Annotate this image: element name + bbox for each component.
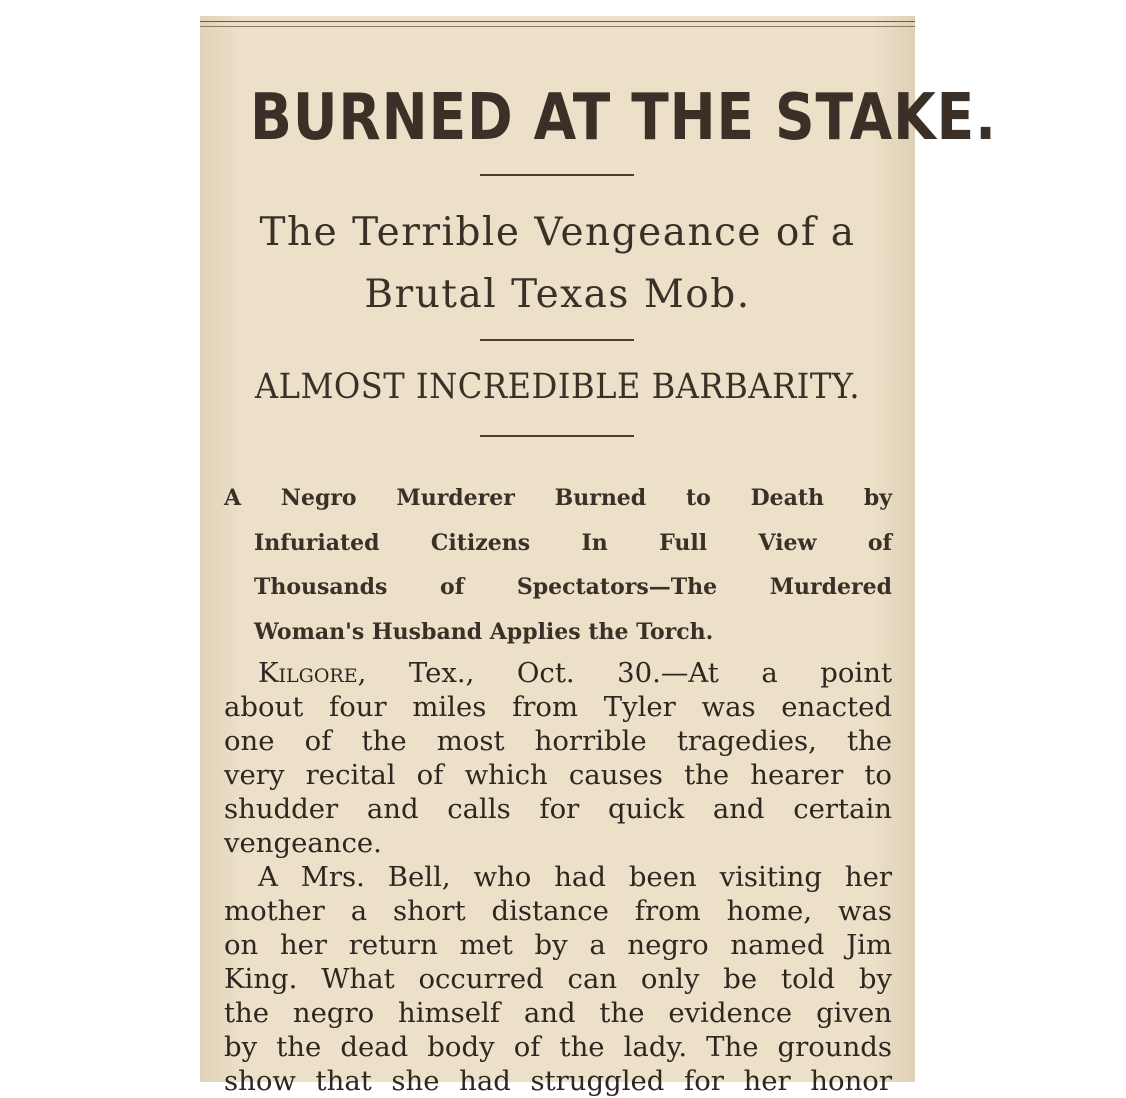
divider-rule [480, 174, 634, 176]
body-line: by the dead body of the lady. The grounds [224, 1031, 892, 1063]
subheadline-line: The Terrible Vengeance of a [259, 210, 856, 255]
third-deck-heading: ALMOST INCREDIBLE BARBARITY. [254, 367, 861, 407]
body-line: very recital of which causes the hearer to [224, 759, 892, 791]
body-line-text: Tex., Oct. 30.—At a point [366, 657, 892, 689]
dateline: Kilgore, [258, 657, 367, 689]
summary-deck-line: Thousands of Spectators—The Murdered [254, 574, 892, 600]
body-line: A Mrs. Bell, who had been visiting her [258, 861, 892, 893]
summary-deck-line: A Negro Murderer Burned to Death by [224, 485, 892, 511]
body-line: the negro himself and the evidence given [224, 997, 892, 1029]
body-line: about four miles from Tyler was enacted [224, 691, 892, 723]
summary-deck [224, 476, 892, 654]
body-line: shudder and calls for quick and certain [224, 793, 892, 825]
subheadline [200, 202, 915, 326]
article-body [224, 656, 892, 1098]
body-line: show that she had struggled for her honor [224, 1065, 892, 1097]
body-line: on her return met by a negro named Jim [224, 929, 892, 961]
body-line [224, 656, 892, 690]
headline: BURNED AT THE STAKE. [250, 81, 997, 155]
summary-deck-line: Woman's Husband Applies the Torch. [254, 618, 714, 645]
subheadline-line: Brutal Texas Mob. [364, 272, 751, 317]
summary-deck-line: Infuriated Citizens In Full View of [254, 529, 892, 556]
body-line: mother a short distance from home, was [224, 895, 892, 927]
body-line: one of the most horrible tragedies, the [224, 725, 892, 757]
newspaper-clipping [200, 16, 997, 1097]
body-line: King. What occurred can only be told by [224, 963, 892, 995]
column-top-rule [200, 21, 915, 27]
divider-rule [480, 339, 634, 341]
body-line: vengeance. [224, 827, 382, 859]
divider-rule [480, 435, 634, 437]
